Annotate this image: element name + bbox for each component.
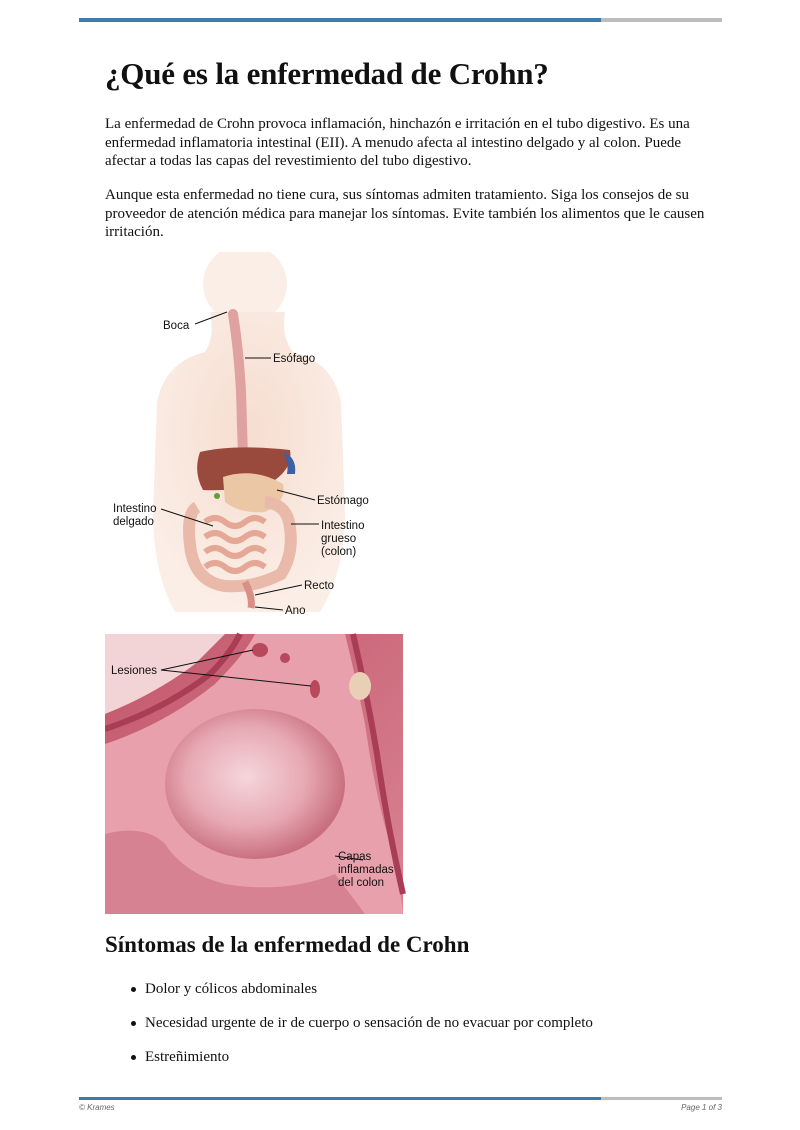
- footer-copyright: © Krames: [79, 1103, 115, 1112]
- header-rule-blue: [79, 18, 601, 22]
- label-ano: Ano: [285, 605, 306, 617]
- anatomy-svg: [105, 252, 415, 914]
- label-intestino-delgado-1: Intestino: [113, 503, 157, 515]
- page-title: ¿Qué es la enfermedad de Crohn?: [105, 56, 549, 91]
- header-rule: [79, 18, 722, 22]
- list-item: Necesidad urgente de ir de cuerpo o sensación de no evacuar por completo: [105, 1014, 593, 1048]
- symptoms-list: [105, 980, 593, 1082]
- label-lesiones: Lesiones: [111, 665, 158, 677]
- label-intestino-grueso-1: Intestino: [321, 520, 365, 532]
- footer-rule-blue: [79, 1097, 601, 1100]
- footer-rule: [79, 1097, 722, 1100]
- label-intestino-grueso-3: (colon): [321, 546, 357, 558]
- label-recto: Recto: [304, 580, 335, 592]
- header-rule-gray: [601, 18, 722, 22]
- label-intestino-grueso-2: grueso: [321, 533, 357, 545]
- list-item: Estreñimiento: [105, 1048, 593, 1082]
- label-boca: Boca: [163, 320, 190, 332]
- symptoms-heading: Síntomas de la enfermedad de Crohn: [105, 932, 470, 957]
- label-esofago: Esófago: [273, 353, 316, 365]
- colon-closeup: [105, 634, 403, 914]
- footer-page-number: Page 1 of 3: [681, 1103, 722, 1112]
- label-capas-1: Capas: [338, 851, 372, 863]
- intro-paragraph: La enfermedad de Crohn provoca inflamación, hinchazón e irritación en el tubo digestivo. Es una enfermedad inflamatoria intestinal (EII). A menudo afecta al intestino delgado y al colon. Puede afectar a todas las capas del revestimiento del tubo digestivo.: [105, 116, 690, 169]
- torso-figure: [153, 252, 345, 612]
- footer-rule-gray: [601, 1097, 722, 1100]
- treatment-paragraph: Aunque esta enfermedad no tiene cura, sus síntomas admiten tratamiento. Siga los consejos de su proveedor de atención médica para manejar los síntomas. Evite también los alimentos que le causen irritación.: [105, 187, 705, 240]
- label-estomago: Estómago: [317, 495, 369, 507]
- list-item: Dolor y cólicos abdominales: [105, 980, 593, 1014]
- label-capas-3: del colon: [338, 877, 385, 889]
- label-capas-2: inflamadas: [338, 864, 394, 876]
- digestive-illustration: [105, 252, 415, 914]
- label-intestino-delgado-2: delgado: [113, 516, 154, 528]
